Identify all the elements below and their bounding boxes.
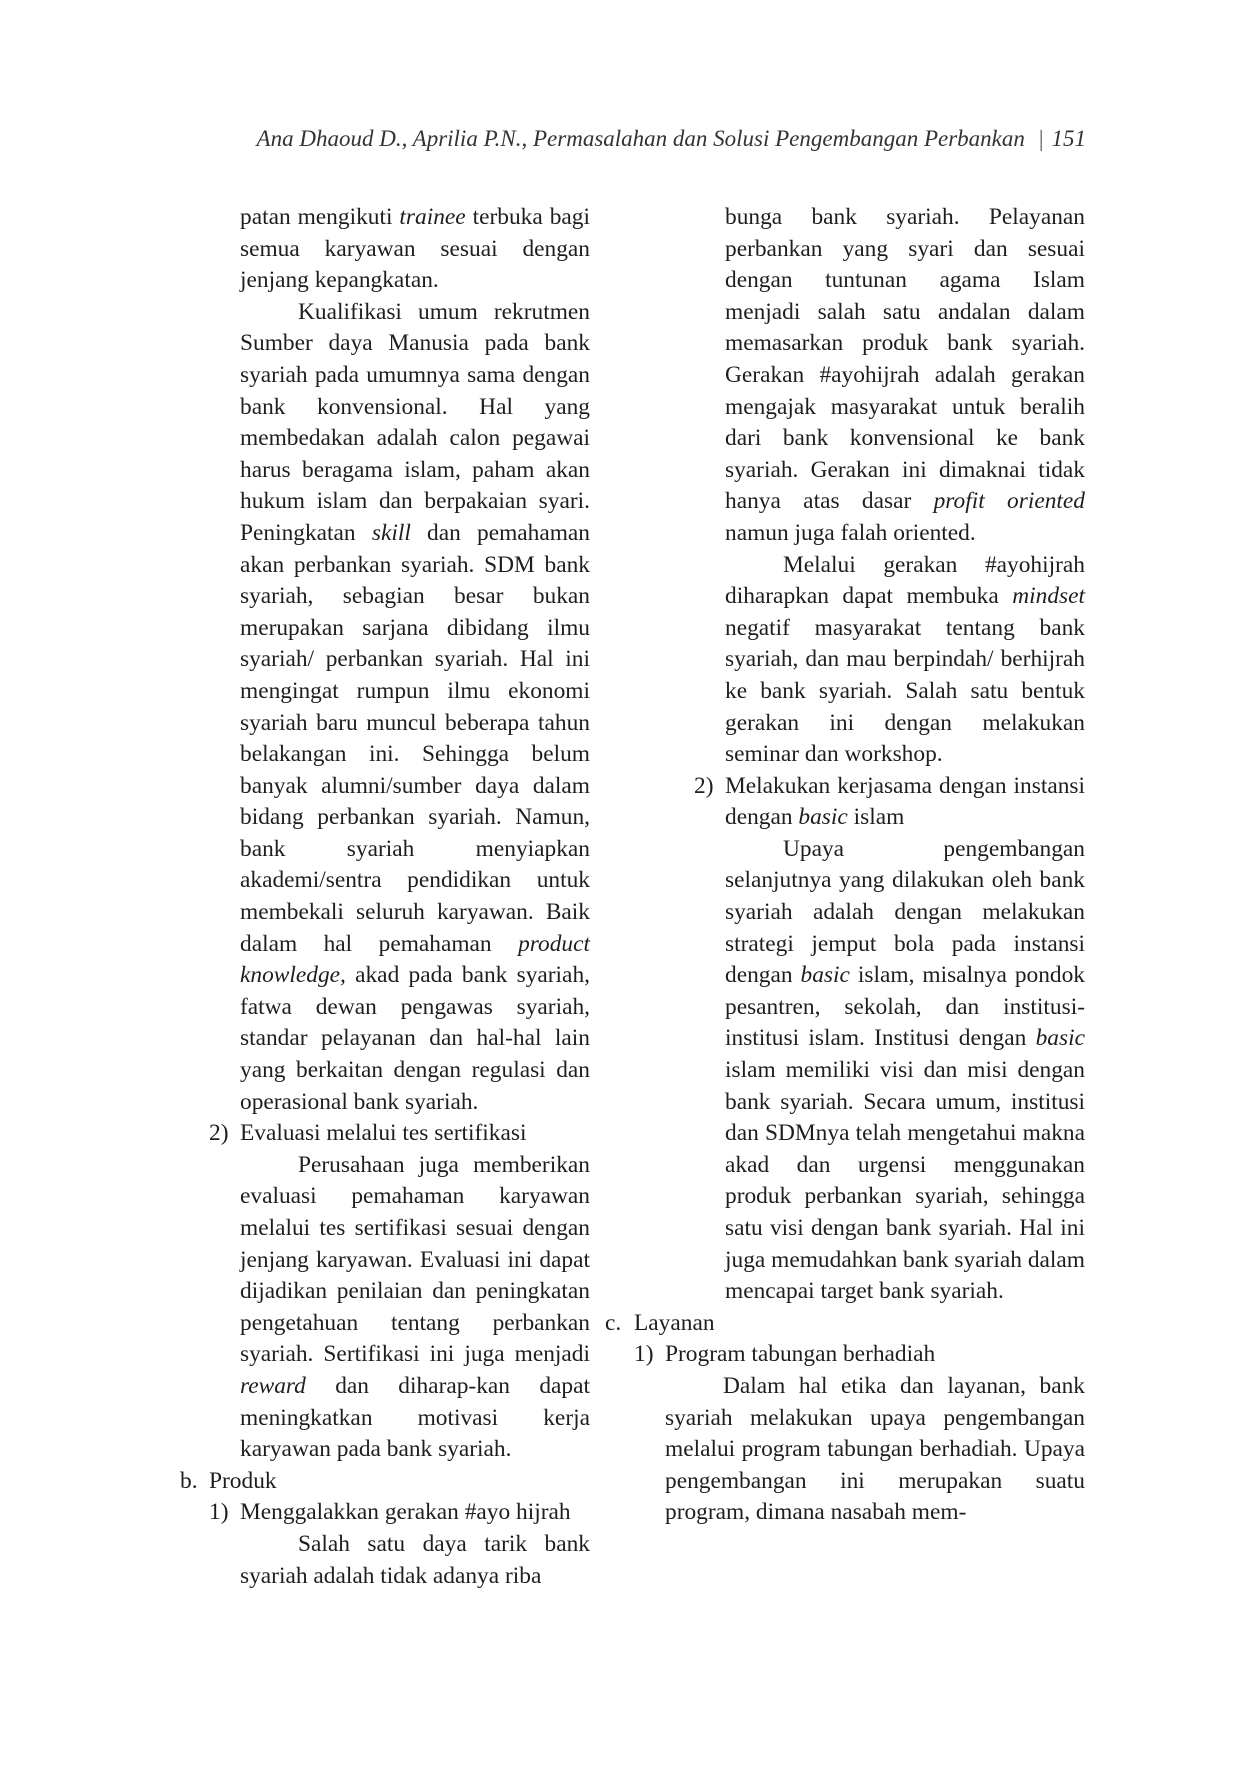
paragraph-trainee: patan mengikuti trainee terbuka bagi semua karyawan sesuai dengan jenjang kepangkatan. [240, 204, 590, 294]
paragraph-dalam-hal: Dalam hal etika dan layanan, bank syariah melakukan upaya pengembangan melalui program tabungan berhadiah. Upaya pengembangan ini merupakan suatu program, dimana nasabah mem- [665, 1372, 1085, 1526]
header-title: Ana Dhaoud D., Aprilia P.N., Permasalahan dan Solusi Pengembangan Perbankan [256, 126, 1025, 151]
item-title: Menggalakkan gerakan #ayo hijrah [240, 1499, 571, 1526]
paragraph-kualifikasi: Kualifikasi umum rekrutmen Sumber daya Manusia pada bank syariah pada umumnya sama dengan bank konvensional. Hal yang membedakan adalah calon pegawai harus beragama islam, paham akan hukum islam dan berpakaian syari. Peningkatan skill dan pemahaman akan perbankan syariah. SDM bank syariah, sebagian besar bukan merupakan sarjana dibidang ilmu syariah/ perbankan syariah. Hal ini mengingat rumpun ilmu ekonomi syariah baru muncul beberapa tahun belakangan ini. Sehingga belum banyak alumni/sumber daya dalam bidang perbankan syariah. Namun, bank syariah menyiapkan akademi/sentra pendidikan untuk membekali seluruh karyawan. Baik dalam hal pemahaman product knowledge, akad pada bank syariah, fatwa dewan pengawas syariah, standar pelayanan dan hal-hal lain yang berkaitan dengan regulasi dan operasional bank syariah. [240, 298, 590, 1115]
right-column [605, 202, 1086, 1529]
section-title: Produk [209, 1467, 277, 1494]
item-number: 1) [209, 1499, 229, 1526]
list-item-kerjasama [665, 771, 1085, 834]
item-title: Melakukan kerjasama dengan instansi dengan basic islam [725, 772, 1085, 831]
right-sub-block-upaya [725, 834, 1085, 1308]
list-item-tabungan [605, 1339, 1085, 1371]
left-sub-block-eval [240, 1150, 590, 1466]
list-item-evaluasi [180, 1118, 590, 1150]
page-number: 151 [1051, 126, 1086, 151]
item-title: Evaluasi melalui tes sertifikasi [240, 1120, 527, 1147]
left-sub-block [240, 202, 590, 1118]
right-sub-block [725, 202, 1085, 771]
paragraph-bunga: bunga bank syariah. Pelayanan perbankan yang syari dan sesuai dengan tuntunan agama Islam menjadi salah satu andalan dalam memasarkan produk bank syariah. Gerakan #ayohijrah adalah gerakan mengajak masyarakat untuk beralih dari bank konvensional ke bank syariah. Gerakan ini dimaknai tidak hanya atas dasar profit oriented namun juga falah oriented. [725, 204, 1086, 546]
paragraph-melalui: Melalui gerakan #ayohijrah diharapkan dapat membuka mindset negatif masyarakat tentang bank syariah, dan mau berpindah/ berhijrah ke bank syariah. Salah satu bentuk gerakan ini dengan melakukan seminar dan workshop. [725, 551, 1085, 768]
running-header [180, 126, 1086, 152]
section-letter: b. [180, 1467, 198, 1494]
paragraph-daya-tarik: Salah satu daya tarik bank syariah adalah tidak adanya riba [240, 1530, 590, 1589]
left-column [180, 202, 590, 1592]
section-letter: c. [605, 1309, 622, 1336]
item-number: 2) [694, 772, 714, 799]
section-produk [180, 1466, 590, 1498]
paragraph-evaluasi: Perusahaan juga memberikan evaluasi pemahaman karyawan melalui tes sertifikasi sesuai dengan jenjang karyawan. Evaluasi ini dapat dijadikan penilaian dan peningkatan pengetahuan tentang perbankan syariah. Sertifikasi ini juga menjadi reward dan diharap-kan dapat meningkatkan motivasi kerja karyawan pada bank syariah. [240, 1151, 590, 1463]
right-sub-block-dalam [665, 1371, 1085, 1529]
paragraph-upaya: Upaya pengembangan selanjutnya yang dilakukan oleh bank syariah adalah dengan melakukan strategi jemput bola pada instansi dengan basic islam, misalnya pondok pesantren, sekolah, dan institusi-institusi islam. Institusi dengan basic islam memiliki visi dan misi dengan bank syariah. Secara umum, institusi dan SDMnya telah mengetahui makna akad dan urgensi menggunakan produk perbankan syariah, sehingga satu visi dengan bank syariah. Hal ini juga memudahkan bank syariah dalam mencapai target bank syariah. [725, 835, 1085, 1305]
list-item-ayo-hijrah [180, 1497, 590, 1529]
section-title: Layanan [634, 1309, 715, 1336]
item-number: 1) [634, 1341, 654, 1368]
left-sub-block-salah [240, 1529, 590, 1592]
header-separator: | [1038, 126, 1044, 151]
section-layanan [605, 1308, 1085, 1340]
item-title: Program tabungan berhadiah [665, 1341, 936, 1368]
item-number: 2) [209, 1120, 229, 1147]
